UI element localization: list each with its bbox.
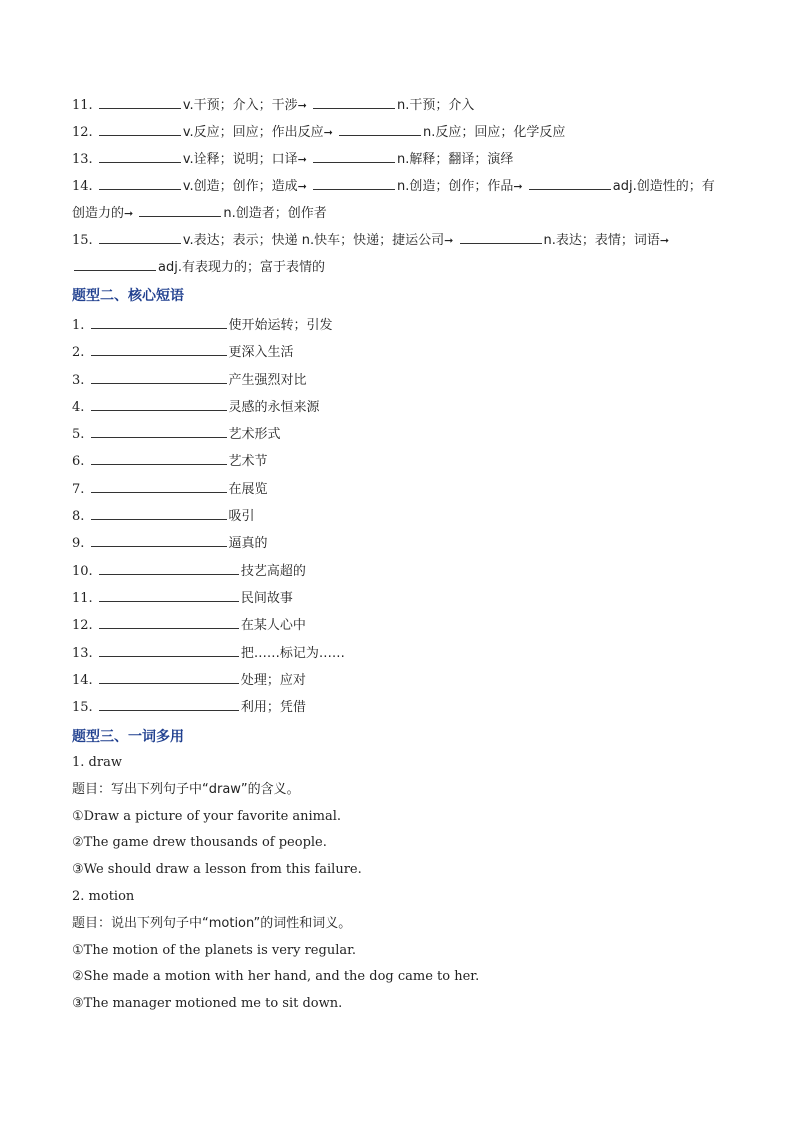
answer-blank[interactable] — [99, 176, 181, 190]
phrase-meaning: 处理；应对 — [240, 672, 306, 688]
definition: v.反应；回应；作出反应 — [182, 125, 324, 140]
phrase-item: 5. 艺术形式 — [72, 421, 345, 448]
phrase-meaning: 民间故事 — [240, 590, 293, 606]
vocab-item-15-cont — [72, 254, 732, 281]
phrase-meaning: 灵感的永恒来源 — [228, 399, 320, 415]
arrow-icon: ➞ — [297, 180, 307, 193]
arrow-icon: ➞ — [513, 180, 523, 193]
phrase-item: 8. 吸引 — [72, 503, 345, 530]
definition: 创造力的 — [72, 206, 125, 221]
definition: n.创造者；创作者 — [223, 206, 327, 221]
usage-prompt: 题目：写出下列句子中“draw”的含义。 — [72, 781, 300, 797]
vocab-item-13 — [72, 146, 732, 173]
usage-sentence: ②The game drew thousands of people. — [72, 835, 327, 851]
item-number: 12. — [72, 125, 93, 140]
usage-sentence: ③We should draw a lesson from this failure. — [72, 862, 362, 878]
definition: n.解释；翻译；演绎 — [397, 152, 514, 167]
arrow-icon: ➞ — [444, 234, 454, 247]
vocab-item-14 — [72, 173, 732, 200]
answer-blank[interactable] — [91, 370, 227, 384]
answer-blank[interactable] — [91, 533, 227, 547]
definition: n.创造；创作；作品 — [397, 179, 514, 194]
arrow-icon: ➞ — [297, 99, 307, 112]
definition: n.表达；表情；词语 — [543, 233, 660, 248]
phrase-meaning: 在展览 — [228, 481, 268, 497]
usage-word: 1. draw — [72, 755, 122, 770]
answer-blank[interactable] — [529, 176, 611, 190]
arrow-icon: ➞ — [659, 234, 670, 247]
usage-word: 2. motion — [72, 888, 135, 904]
definition: v.表达；表示；快递 n.快车；快递；捷运公司 — [182, 233, 445, 248]
phrase-item: 3. 产生强烈对比 — [72, 367, 345, 394]
answer-blank[interactable] — [91, 342, 227, 356]
usage-sentence: ①The motion of the planets is very regular. — [72, 942, 357, 958]
phrase-meaning: 技艺高超的 — [240, 563, 306, 579]
phrase-item: 15. 利用；凭借 — [72, 694, 345, 721]
section-heading-usage: 题型三、一词多用 — [72, 729, 184, 745]
definition: v.干预；介入；干涉 — [182, 98, 298, 113]
item-number: 15. — [72, 233, 93, 248]
usage-sentence: ①Draw a picture of your favorite animal. — [72, 808, 342, 824]
answer-blank[interactable] — [460, 230, 542, 244]
answer-blank[interactable] — [91, 315, 227, 329]
usage-sentence: ③The manager motioned me to sit down. — [72, 996, 343, 1012]
phrase-item: 13. 把……标记为…… — [72, 640, 345, 667]
usage-prompt: 题目：说出下列句子中“motion”的词性和词义。 — [72, 915, 352, 931]
definition: v.创造；创作；造成 — [182, 179, 298, 194]
phrase-meaning: 在某人心中 — [240, 618, 306, 634]
answer-blank[interactable] — [313, 176, 395, 190]
phrase-item: 2. 更深入生活 — [72, 339, 345, 366]
phrase-meaning: 利用；凭借 — [240, 700, 306, 716]
answer-blank[interactable] — [313, 95, 395, 109]
answer-blank[interactable] — [99, 95, 181, 109]
answer-blank[interactable] — [99, 615, 239, 629]
phrase-meaning: 艺术节 — [228, 454, 268, 470]
section-heading-phrases: 题型二、核心短语 — [72, 288, 184, 304]
answer-blank[interactable] — [99, 643, 239, 657]
phrase-item: 9. 逼真的 — [72, 530, 345, 557]
vocab-item-12 — [72, 119, 732, 146]
answer-blank[interactable] — [91, 451, 227, 465]
answer-blank[interactable] — [91, 424, 227, 438]
answer-blank[interactable] — [74, 257, 156, 271]
answer-blank[interactable] — [91, 479, 227, 493]
phrase-meaning: 更深入生活 — [228, 345, 294, 361]
answer-blank[interactable] — [99, 697, 239, 711]
phrase-item: 10. 技艺高超的 — [72, 558, 345, 585]
answer-blank[interactable] — [99, 122, 181, 136]
answer-blank[interactable] — [99, 588, 239, 602]
vocab-section — [72, 92, 732, 281]
definition: n.反应；回应；化学反应 — [423, 125, 566, 140]
answer-blank[interactable] — [91, 506, 227, 520]
phrase-meaning: 逼真的 — [228, 536, 268, 552]
definition: n.干预；介入 — [397, 98, 475, 113]
answer-blank[interactable] — [99, 561, 239, 575]
phrase-item: 12. 在某人心中 — [72, 612, 345, 639]
phrase-item: 6. 艺术节 — [72, 448, 345, 475]
vocab-item-11 — [72, 92, 732, 119]
answer-blank[interactable] — [313, 149, 395, 163]
arrow-icon: ➞ — [124, 207, 134, 220]
phrase-meaning: 吸引 — [228, 509, 255, 525]
definition: v.诠释；说明；口译 — [182, 152, 298, 167]
item-number: 13. — [72, 152, 93, 167]
usage-sentence: ②She made a motion with her hand, and the dog came to her. — [72, 969, 480, 985]
phrase-meaning: 艺术形式 — [228, 427, 281, 443]
phrase-meaning: 把……标记为…… — [240, 645, 345, 661]
phrase-meaning: 产生强烈对比 — [228, 372, 307, 388]
vocab-item-15 — [72, 227, 732, 254]
phrase-item: 11. 民间故事 — [72, 585, 345, 612]
definition: adj.有表现力的；富于表情的 — [158, 260, 325, 275]
usage-section — [72, 750, 479, 1018]
item-number: 11. — [72, 98, 93, 113]
answer-blank[interactable] — [99, 670, 239, 684]
phrase-item: 7. 在展览 — [72, 476, 345, 503]
item-number: 14. — [72, 179, 93, 194]
answer-blank[interactable] — [99, 149, 181, 163]
answer-blank[interactable] — [91, 397, 227, 411]
phrase-item: 14. 处理；应对 — [72, 667, 345, 694]
answer-blank[interactable] — [339, 122, 421, 136]
answer-blank[interactable] — [99, 230, 181, 244]
vocab-item-14-cont — [72, 200, 732, 227]
phrase-item: 1. 使开始运转；引发 — [72, 312, 345, 339]
arrow-icon: ➞ — [297, 153, 307, 166]
phrase-meaning: 使开始运转；引发 — [228, 318, 333, 333]
answer-blank[interactable] — [139, 203, 221, 217]
arrow-icon: ➞ — [323, 126, 333, 139]
definition: adj.创造性的；有 — [612, 179, 715, 194]
phrases-section — [72, 312, 345, 721]
phrase-item: 4. 灵感的永恒来源 — [72, 394, 345, 421]
